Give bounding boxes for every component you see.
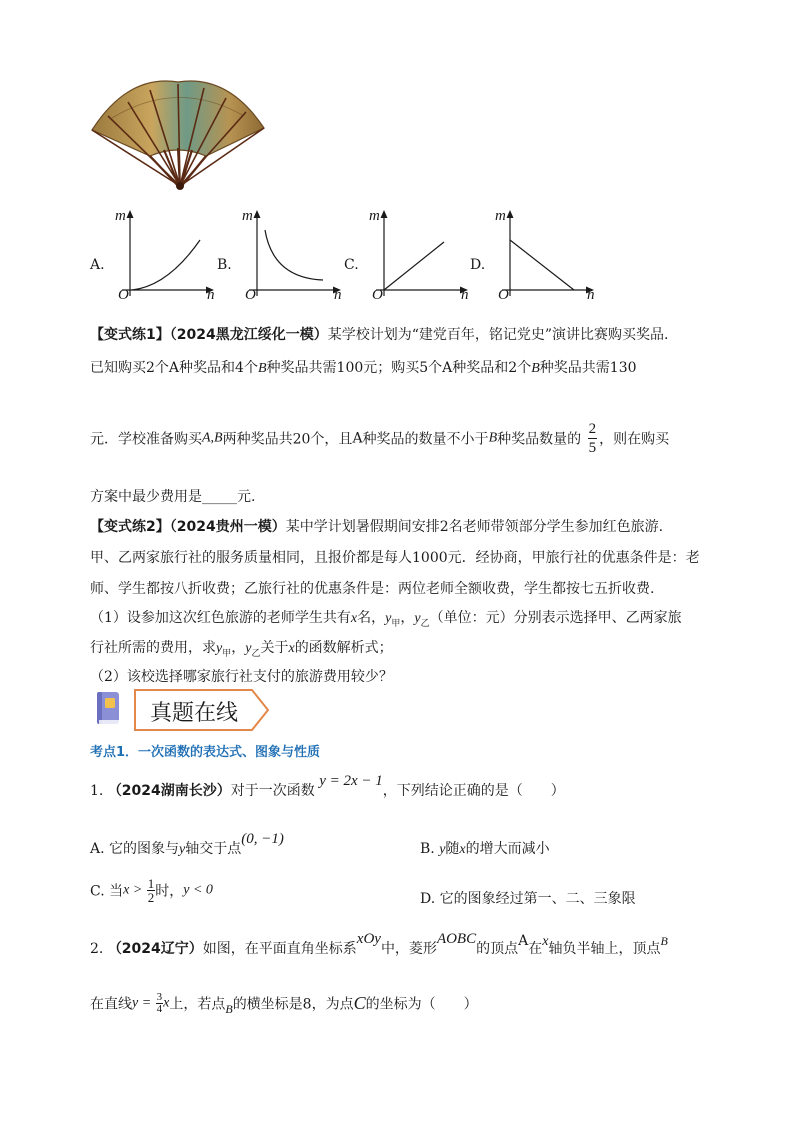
graph-d-origin: O (498, 287, 509, 303)
q1-stem: 1. （2024湖南长沙）对于一次函数 y = 2x − 1，下列结论正确的是（ ） (90, 773, 565, 799)
variant2-q2: （2）该校选择哪家旅行社支付的旅游费用较少？ (90, 669, 393, 685)
graph-c-xlabel: n (461, 287, 469, 303)
q1-option-a: A. 它的图象与y轴交于点(0, −1) (90, 831, 284, 857)
variant2-tag: 【变式练2】 (90, 519, 170, 535)
variant1-line1 (90, 324, 668, 344)
variant2-source: （2024贵州一模） (169, 519, 286, 535)
variant2-line2: 甲、乙两家旅行社的服务质量相同，且报价都是每人1000元．经协商，甲旅行社的优惠条件是：老 (90, 550, 700, 566)
graph-b-ylabel: m (242, 208, 253, 224)
book-icon (95, 690, 123, 726)
option-letter-c: C. (344, 257, 359, 273)
variant1-source: （2024黑龙江绥化一模） (169, 327, 328, 343)
q1-function: y = 2x − 1 (319, 773, 383, 789)
q2-slope-fraction: $\frac{3}{4}$ (156, 991, 163, 1015)
variant2-line3: 师、学生都按八折收费；乙旅行社的优惠条件是：两位老师全额收费，学生都按七五折收费. (90, 581, 655, 597)
section-heading: 考点1．一次函数的表达式、图象与性质 (90, 745, 321, 760)
q1-option-d: D. 它的图象经过第一、二、三象限 (420, 891, 636, 907)
variant1-text: 某学校计划为“建党百年，铭记党史”演讲比赛购买奖品. (327, 327, 669, 343)
variant1-tag: 【变式练1】 (90, 327, 170, 343)
option-letter-a: A. (90, 257, 105, 273)
variant2-q1-line2: 行社所需的费用，求$y_甲$，$y_乙$关于x的函数解析式； (90, 640, 393, 659)
q2-stem-line1: 2. （2024辽宁）如图，在平面直角坐标系xOy中，菱形AOBC的顶点A在x轴负半轴上，顶点B (90, 931, 668, 957)
graph-c-ylabel: m (369, 208, 380, 224)
variant1-line4: 方案中最少费用是_____元. (90, 489, 256, 505)
variant1-fraction: $\frac{2}{5}$ (588, 421, 597, 456)
variant1-line3: 元．学校准备购买A,B两种奖品共20个，且A种奖品的数量不小于B种奖品数量的 $\frac{2}{5}$ ，则在购买 (90, 421, 670, 456)
folding-fan-image (88, 78, 266, 194)
graph-a-origin: O (118, 287, 129, 303)
graph-d-ylabel: m (495, 208, 506, 224)
q1-option-c: C. 当x > $\frac{1}{2}$ 时，y < 0 (90, 876, 213, 905)
variant1-line2: 已知购买2个A种奖品和4个B种奖品共需100元；购买5个A种奖品和2个B种奖品共需130 (90, 360, 637, 376)
line-increasing (384, 242, 444, 290)
graph-a-ylabel: m (115, 208, 126, 224)
q2-stem-line2: 在直线y = $\frac{3}{4}$ x上，若点B的横坐标是8，为点C的坐标为（ ） (90, 991, 478, 1016)
graph-d-xlabel: n (587, 287, 595, 303)
variant2-q1-line1: （1）设参加这次红色旅游的老师学生共有x名，$y_甲$，$y_乙$（单位：元）分别表示选择甲、乙两家旅 (90, 610, 682, 629)
graph-b-origin: O (245, 287, 256, 303)
curve-increasing (132, 240, 200, 290)
graph-c-origin: O (372, 287, 383, 303)
variant2-line1: 【变式练2】（2024贵州一模）某中学计划暑假期间安排2名老师带领部分学生参加红色旅游. (90, 519, 664, 535)
option-letter-b: B. (217, 257, 232, 273)
banner-title: 真题在线 (150, 701, 239, 726)
q1-option-b: B. y随x的增大而减小 (420, 841, 550, 857)
q1-option-c-fraction: $\frac{1}{2}$ (147, 876, 155, 905)
graph-b-xlabel: n (334, 287, 342, 303)
option-letter-d: D. (470, 257, 486, 273)
curve-hyperbola (265, 230, 323, 280)
line-decreasing (510, 240, 574, 290)
graph-a-xlabel: n (207, 287, 215, 303)
